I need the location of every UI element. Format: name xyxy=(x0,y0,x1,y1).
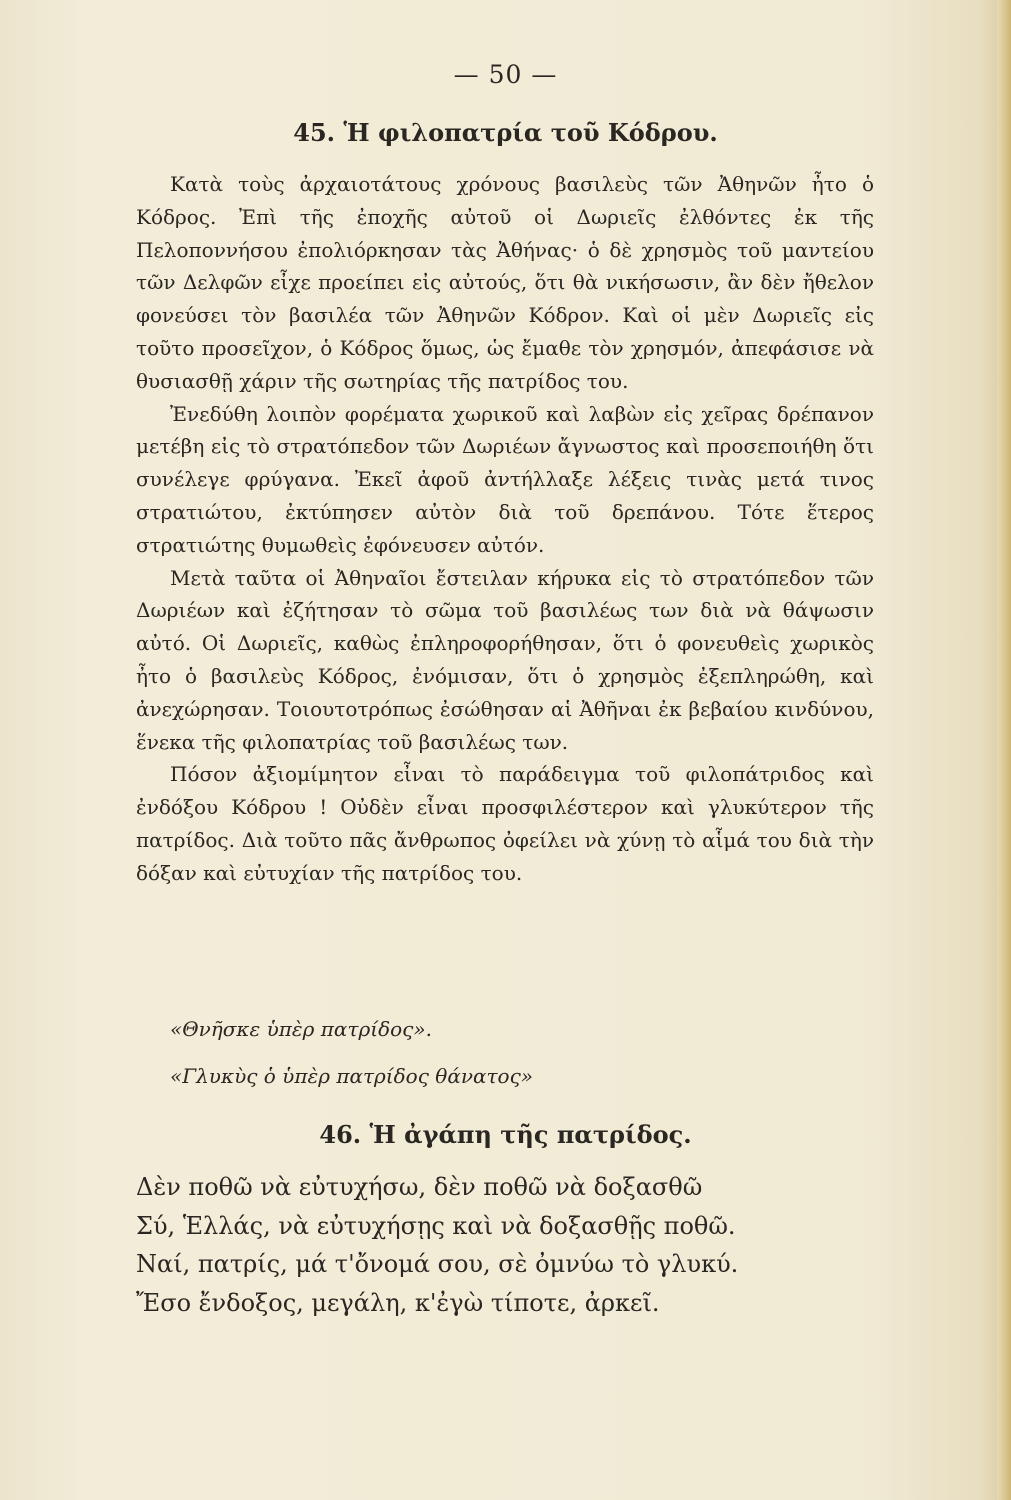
paragraph: Πόσον ἀξιομίμητον εἶναι τὸ παράδειγμα τοῦ φιλοπάτριδος καὶ ἐνδόξου Κόδρου ! Οὐδὲν εἶναι προσφιλέστερον καὶ γλυκύτερον τῆς πατρίδος. Διὰ τοῦτο πᾶς ἄνθρωπος ὀφείλει νὰ χύνῃ τὸ αἷμά του διὰ τὴν δόξαν καὶ εὐτυχίαν τῆς πατρίδος του. xyxy=(136,762,874,885)
verse-line: Ἔσο ἔνδοξος, μεγάλη, κ'ἐγὼ τίποτε, ἀρκεῖ. xyxy=(136,1288,660,1317)
verse-line: Σύ, Ἑλλάς, νὰ εὐτυχήσῃς καὶ νὰ δοξασθῇς ποθῶ. xyxy=(136,1211,736,1240)
page-binding-edge xyxy=(997,0,1011,1500)
verse-line: Ναί, πατρίς, μά τ'ὄνομά σου, σὲ ὀμνύω τὸ γλυκύ. xyxy=(136,1250,739,1278)
paragraph: Κατὰ τοὺς ἀρχαιοτάτους χρόνους βασιλεὺς τῶν Ἀθηνῶν ἦτο ὁ Κόδρος. Ἐπὶ τῆς ἐποχῆς αὐτοῦ οἱ Δωριεῖς ἐλθόντες ἐκ τῆς Πελοποννήσου ἐπολιόρκησαν τὰς Ἀθήνας· ὁ δὲ χρησμὸς τοῦ μαντείου τῶν Δελφῶν εἶχε προείπει εἰς αὐτούς, ὅτι θὰ νικήσωσιν, ἂν δὲν ἤθελον φονεύσει τὸν βασιλέα τῶν Ἀθηνῶν Κόδρον. Καὶ οἱ μὲν Δωριεῖς εἰς τοῦτο προσεῖχον, ὁ Κόδρος ὅμως, ὡς ἔμαθε τὸν χρησμόν, ἀπεφάσισε νὰ θυσιασθῇ χάριν τῆς σωτηρίας τῆς πατρίδος του. xyxy=(136,172,874,393)
quote-die-for-fatherland: «Θνῆσκε ὑπὲρ πατρίδος». xyxy=(170,1017,432,1041)
poem-verses xyxy=(136,1168,738,1322)
paragraph: Μετὰ ταῦτα οἱ Ἀθηναῖοι ἔστειλαν κήρυκα εἰς τὸ στρατόπεδον τῶν Δωριέων καὶ ἐζήτησαν τὸ σῶμα τοῦ βασιλέως των διὰ νὰ θάψωσιν αὐτό. Οἱ Δωριεῖς, καθὼς ἐπληροφορήθησαν, ὅτι ὁ φονευθεὶς χωρικὸς ἦτο ὁ βασιλεὺς Κόδρος, ἐνόμισαν, ὅτι ὁ χρησμὸς ἐξεπληρώθη, καὶ ἀνεχώρησαν. Τοιουτοτρόπως ἐσώθησαν αἱ Ἀθῆναι ἐκ βεβαίου κινδύνου, ἕνεκα τῆς φιλοπατρίας τοῦ βασιλέως των. xyxy=(136,565,874,754)
verse-line: Δὲν ποθῶ νὰ εὐτυχήσω, δὲν ποθῶ νὰ δοξασθῶ xyxy=(136,1173,703,1201)
quote-sweet-death: «Γλυκὺς ὁ ὑπὲρ πατρίδος θάνατος» xyxy=(170,1064,534,1088)
section-46-title: 46. Ἡ ἀγάπη τῆς πατρίδος. xyxy=(319,1120,692,1149)
paragraph: Ἐνεδύθη λοιπὸν φορέματα χωρικοῦ καὶ λαβὼν εἰς χεῖρας δρέπανον μετέβη εἰς τὸ στρατόπεδον τῶν Δωριέων ἄγνωστος καὶ προσεποιήθη ὅτι συνέλεγε φρύγανα. Ἐκεῖ ἀφοῦ ἀντήλλαξε λέξεις τινὰς μετά τινος στρατιώτου, ἐκτύπησεν αὐτὸν διὰ τοῦ δρεπάνου. Τότε ἕτερος στρατιώτης θυμωθεὶς ἐφόνευσεν αὐτόν. xyxy=(136,401,874,557)
page-number: — 50 — xyxy=(453,60,558,89)
section-45-body xyxy=(136,168,874,890)
section-45-title: 45. Ἡ φιλοπατρία τοῦ Κόδρου. xyxy=(293,118,718,147)
